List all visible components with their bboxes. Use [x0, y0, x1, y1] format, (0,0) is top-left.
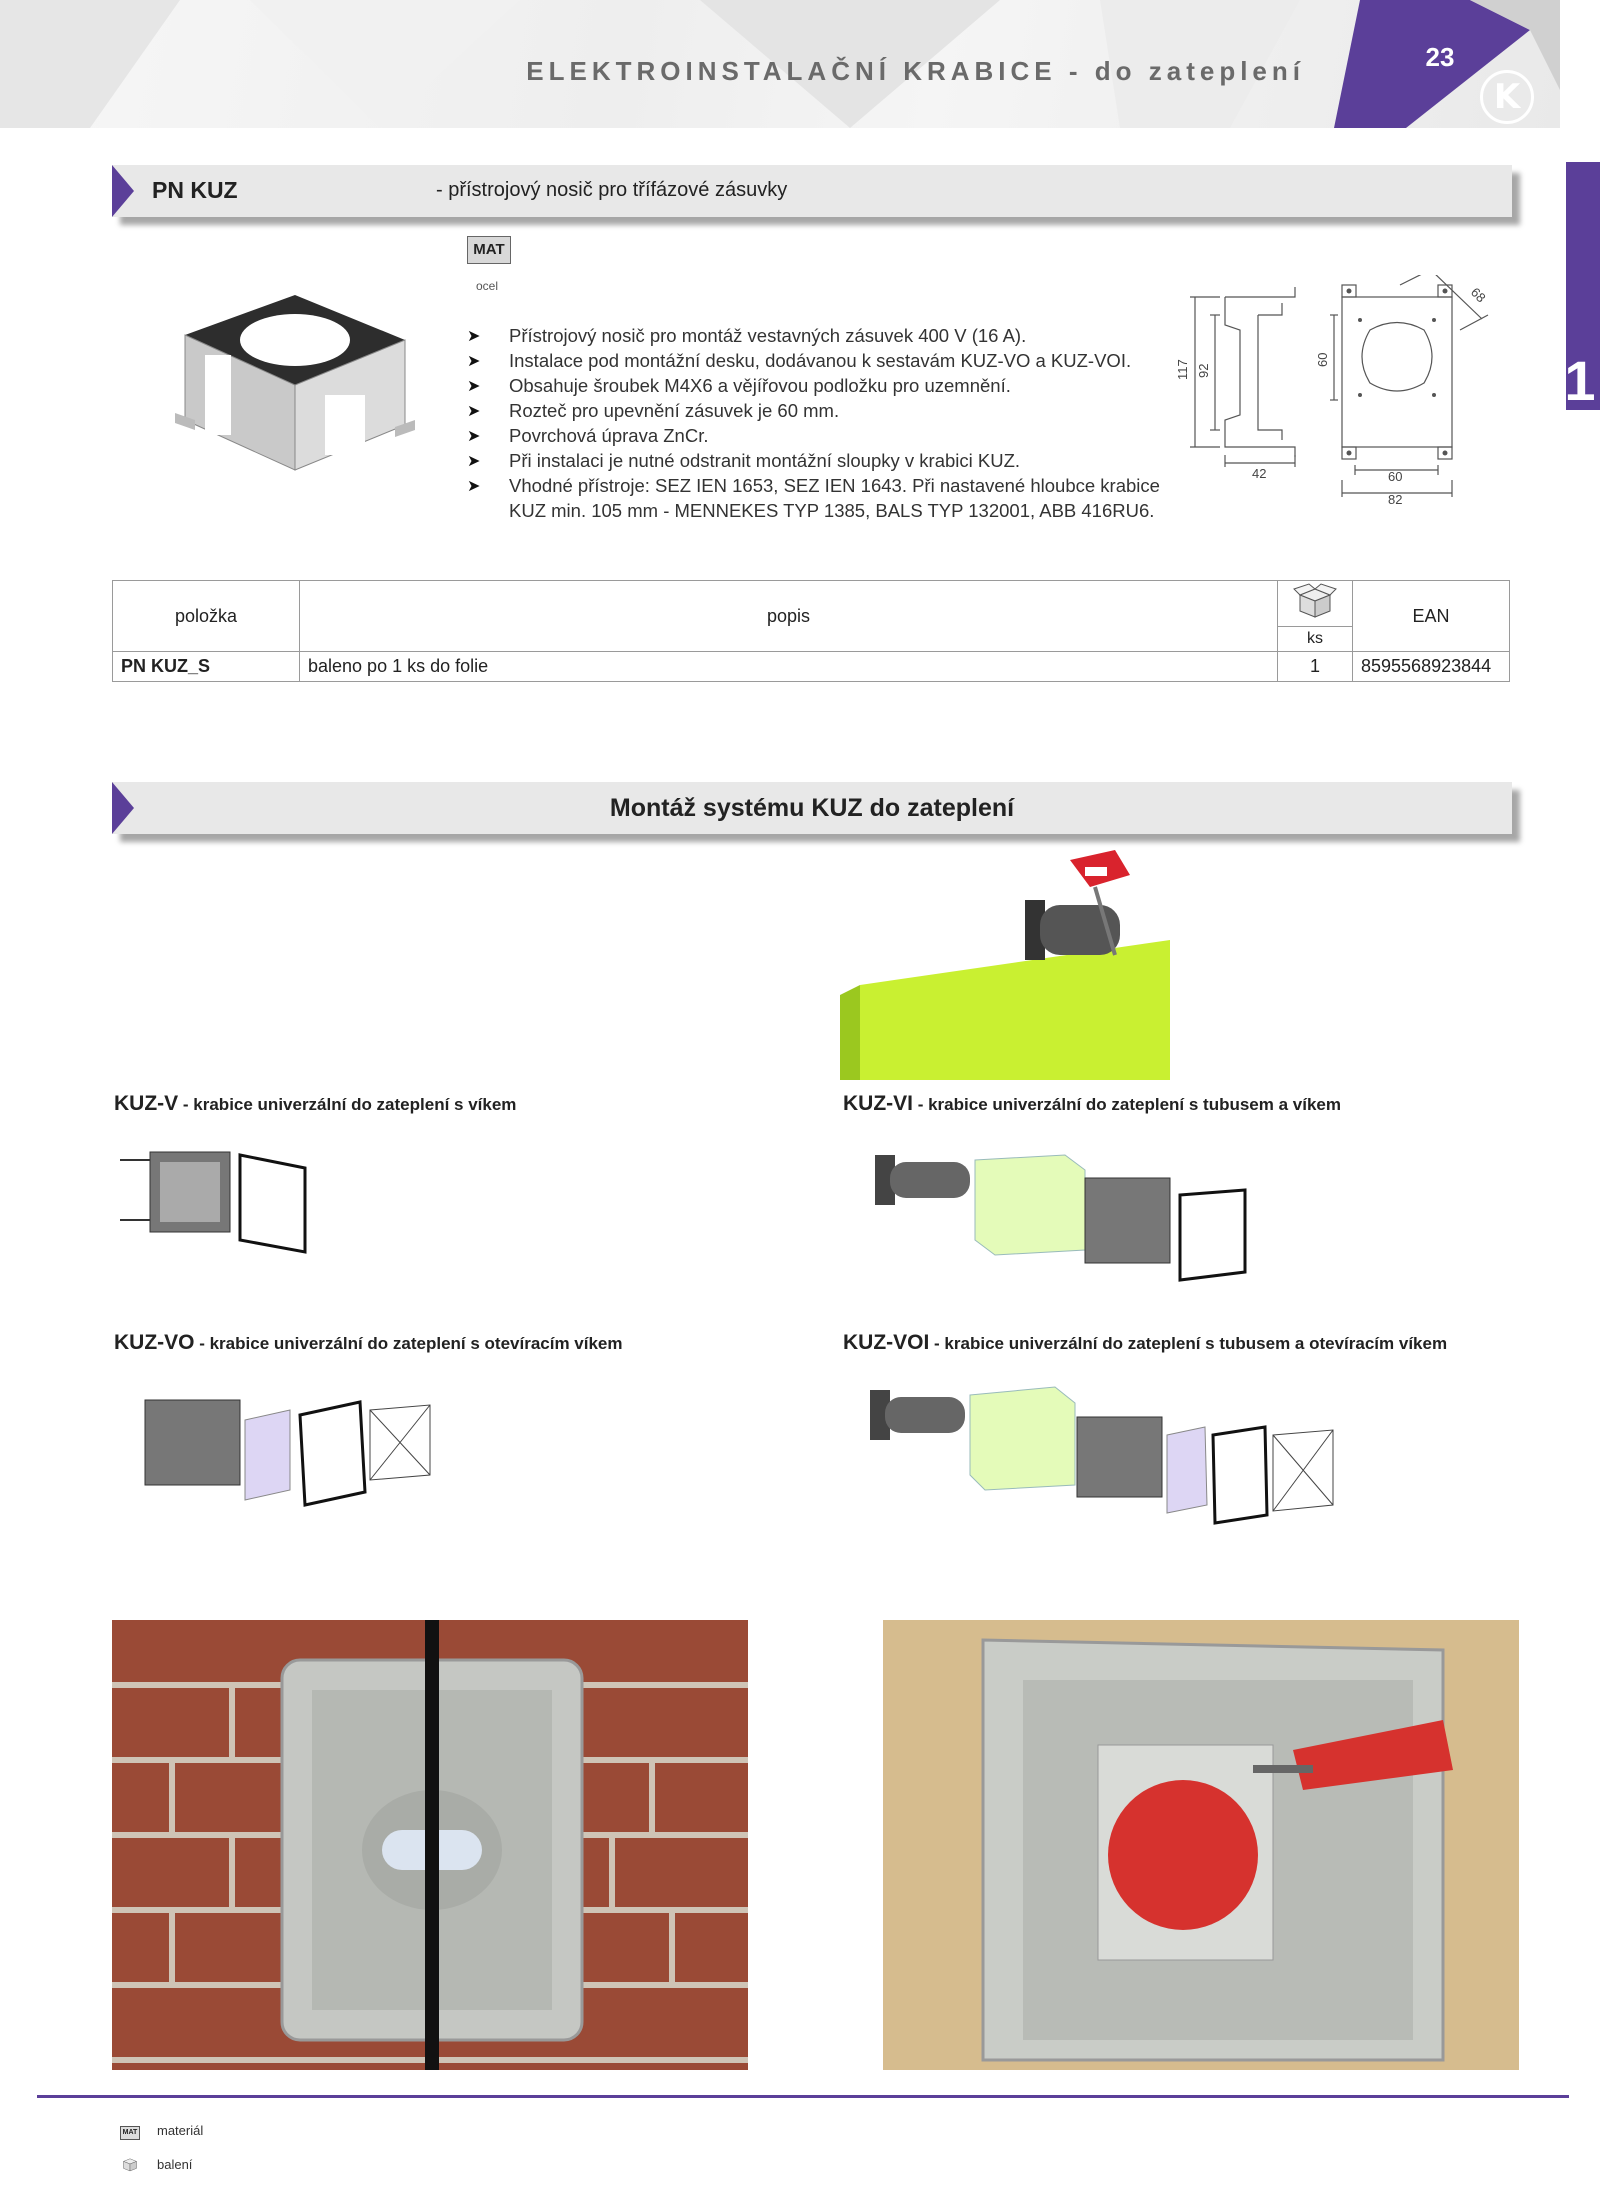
row-qty: 1 — [1278, 652, 1353, 682]
photo-box-on-brick-wall — [112, 1620, 748, 2070]
feature-item: ➤ Vhodné přístroje: SEZ IEN 1653, SEZ IEN 1643. Při nastavené hloubce krabice KUZ min. 105 mm - MENNEKES TYP 1385, BALS TYP 132001, ABB 416RU6. — [467, 473, 1167, 523]
dim-92: 92 — [1196, 363, 1211, 378]
row-item: PN KUZ_S — [113, 652, 300, 682]
product-section-header — [112, 165, 1512, 217]
mounting-section-header — [112, 782, 1512, 834]
legend-packaging-icon — [120, 2156, 140, 2172]
feature-item: ➤ Instalace pod montážní desku, dodávanou k sestavám KUZ-VO a KUZ-VOI. — [467, 348, 1167, 373]
brand-logo: K — [1480, 70, 1534, 124]
table-header-item: položka — [113, 581, 300, 652]
legend-material-label: materiál — [157, 2123, 204, 2138]
section-marker-icon — [112, 165, 134, 217]
assembly-illustration — [840, 845, 1170, 1080]
dim-60-vertical: 60 — [1315, 352, 1330, 367]
kuz-vi-illustration — [845, 1140, 1255, 1290]
material-value: ocel — [476, 279, 499, 293]
material-badge: MAT — [467, 236, 511, 264]
variant-caption-kuz-voi — [843, 1331, 1447, 1355]
product-subtitle: - přístrojový nosič pro třífázové zásuvky — [436, 179, 788, 201]
dim-60-horizontal: 60 — [1388, 469, 1403, 484]
page-title: ELEKTROINSTALAČNÍ KRABICE - do zateplení — [526, 56, 1305, 86]
product-table — [112, 580, 1510, 682]
packaging-icon — [1278, 581, 1353, 627]
row-ean: 8595568923844 — [1353, 652, 1510, 682]
kuz-vo-illustration — [120, 1380, 470, 1520]
variant-code: KUZ-VOI — [843, 1331, 930, 1354]
technical-drawing — [1170, 275, 1510, 510]
table-header-desc: popis — [300, 581, 1278, 652]
variant-caption-kuz-vi — [843, 1092, 1341, 1116]
variant-code: KUZ-VO — [114, 1331, 195, 1354]
footer-divider — [37, 2095, 1569, 2098]
product-image-carrier — [175, 295, 415, 490]
feature-item: ➤ Obsahuje šroubek M4X6 a vějířovou podložku pro uzemnění. — [467, 373, 1167, 398]
mounting-section-title: Montáž systému KUZ do zateplení — [609, 794, 1015, 822]
kuz-v-illustration — [120, 1140, 320, 1260]
dim-117: 117 — [1175, 359, 1190, 380]
chapter-tab-number: 1 — [1564, 349, 1596, 412]
dim-42: 42 — [1252, 466, 1267, 481]
dim-68: 68 — [1467, 284, 1489, 306]
legend-material-badge: MAT — [120, 2126, 140, 2140]
variant-code: KUZ-VI — [843, 1092, 913, 1115]
table-header-qty: ks — [1278, 627, 1353, 652]
variant-code: KUZ-V — [114, 1092, 179, 1115]
product-features-list — [467, 323, 1167, 523]
table-row — [113, 652, 1510, 682]
kuz-voi-illustration — [845, 1375, 1345, 1535]
variant-desc: - krabice univerzální do zateplení s tubusem a otevíracím víkem — [929, 1334, 1448, 1353]
variant-desc: - krabice univerzální do zateplení s víkem — [178, 1095, 517, 1114]
legend-packaging-label: balení — [157, 2157, 193, 2172]
variant-caption-kuz-vo — [114, 1331, 623, 1355]
variant-desc: - krabice univerzální do zateplení s otevíracím víkem — [194, 1334, 623, 1353]
page-number: 23 — [1425, 42, 1455, 72]
row-desc: baleno po 1 ks do folie — [300, 652, 1278, 682]
photo-socket-installation — [883, 1620, 1519, 2070]
feature-item: ➤ Při instalaci je nutné odstranit montážní sloupky v krabici KUZ. — [467, 448, 1167, 473]
feature-item: ➤ Povrchová úprava ZnCr. — [467, 423, 1167, 448]
dim-82: 82 — [1388, 492, 1403, 507]
table-header-ean: EAN — [1353, 581, 1510, 652]
feature-item: ➤ Rozteč pro upevnění zásuvek je 60 mm. — [467, 398, 1167, 423]
product-code: PN KUZ — [152, 177, 238, 203]
feature-item: ➤ Přístrojový nosič pro montáž vestavných zásuvek 400 V (16 A). — [467, 323, 1167, 348]
variant-desc: - krabice univerzální do zateplení s tubusem a víkem — [913, 1095, 1341, 1114]
variant-caption-kuz-v — [114, 1092, 516, 1116]
